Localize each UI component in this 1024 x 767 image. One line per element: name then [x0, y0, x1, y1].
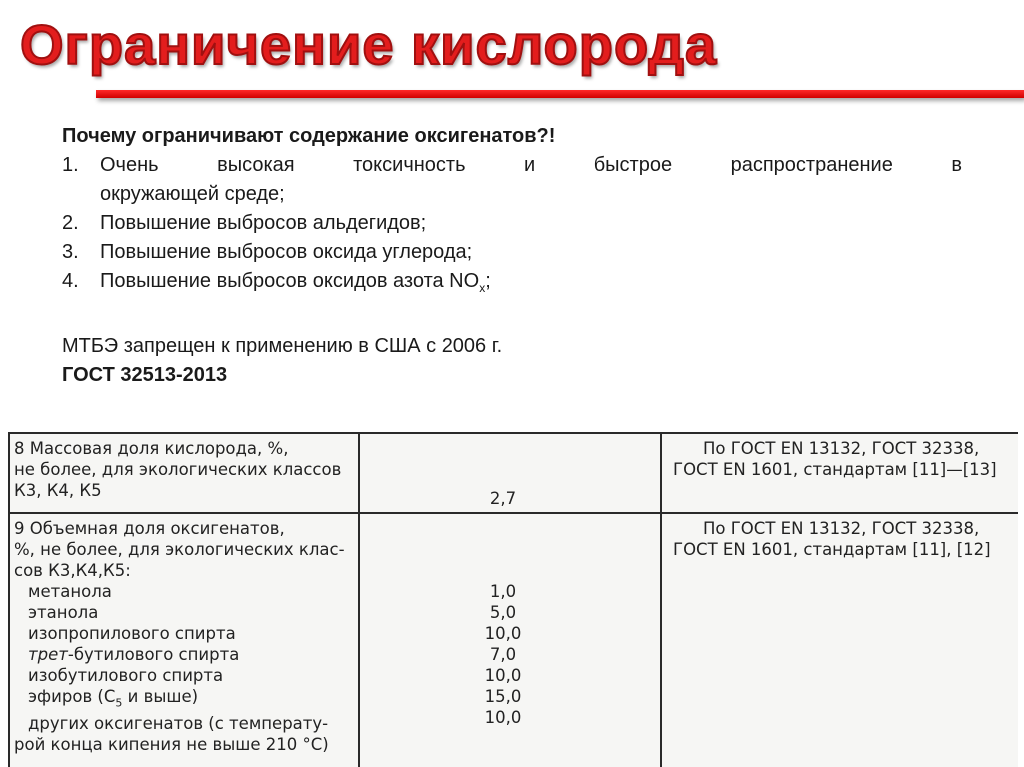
reasons-list	[62, 151, 962, 303]
row8-method: По ГОСТ EN 13132, ГОСТ 32338, ГОСТ EN 1601, стандартам [11]—[13]	[673, 439, 997, 479]
list-item-text-continued: окружающей среде;	[100, 183, 285, 205]
oxygenate-value: 10,0	[484, 624, 522, 643]
slide-body	[62, 122, 962, 390]
list-item	[62, 209, 962, 238]
list-item	[62, 267, 962, 303]
table-row-divider	[8, 512, 1018, 514]
question-heading: Почему ограничивают содержание оксигенатов?!	[62, 125, 556, 147]
row9-values	[463, 581, 543, 728]
row9-method: По ГОСТ EN 13132, ГОСТ 32338, ГОСТ EN 1601, стандартам [11], [12]	[673, 519, 991, 559]
oxygenate-item: этанола	[28, 603, 99, 622]
oxygenate-item: других оксигенатов (с температу-	[28, 714, 329, 734]
oxygenate-item: трет-бутилового спирта	[28, 645, 240, 664]
oxygenate-item: эфиров ($C_5$ и выше)	[28, 687, 199, 710]
gost-reference: ГОСТ 32513-2013	[62, 364, 228, 386]
oxygenate-value: 5,0	[489, 603, 517, 622]
row9-parameter: 9 Объемная доля оксигенатов, %, не более, для экологических клас- сов К3,К4,К5: метанола этанола изопропилового спирта трет-бутилового спирта изобутилового спирта эфиров ($C_5$ и выше) других оксигенатов (с температу- рой конца кипения не выше 210 °С)	[14, 518, 354, 755]
list-number: 2.	[62, 212, 79, 234]
oxygenate-item: изобутилового спирта	[28, 666, 224, 685]
oxygenate-value: 15,0	[484, 687, 522, 706]
list-item-text: Повышение выбросов оксида углерода;	[100, 241, 473, 263]
subscript: x	[479, 281, 486, 295]
oxygenate-item: метанола	[28, 582, 112, 601]
oxygenate-value: 10,0	[484, 666, 522, 685]
slide-title: Ограничение кислорода	[20, 13, 718, 76]
list-item	[62, 238, 962, 267]
list-item	[62, 151, 962, 209]
table-col-divider	[660, 432, 662, 767]
table-col-divider	[358, 432, 360, 767]
row8-value: 2,7	[489, 489, 517, 508]
oxygenate-value: 1,0	[489, 582, 517, 601]
table-border-top	[8, 432, 1018, 434]
mtbe-note: МТБЭ запрещен к применению в США с 2006 г.	[62, 335, 503, 357]
list-item-text: Повышение выбросов оксидов азота $NO_x$;	[100, 270, 491, 295]
title-underline-bar	[96, 90, 1024, 98]
oxygenate-item-continued: рой конца кипения не выше 210 °С)	[14, 735, 329, 755]
row8-parameter: 8 Массовая доля кислорода, %, не более, для экологических классов К3, К4, К5	[14, 439, 342, 500]
table-border-left	[8, 432, 10, 767]
oxygenate-value: 10,0	[484, 708, 522, 727]
list-number: 4.	[62, 270, 79, 292]
list-item-text: Очень высокая токсичность и быстрое распространение в	[100, 154, 962, 176]
list-number: 3.	[62, 241, 79, 263]
oxygenate-item: изопропилового спирта	[28, 624, 236, 643]
oxygenate-value: 7,0	[489, 645, 517, 664]
list-item-text: Повышение выбросов альдегидов;	[100, 212, 427, 234]
spec-table-scan	[0, 426, 1024, 767]
list-number: 1.	[62, 154, 79, 176]
